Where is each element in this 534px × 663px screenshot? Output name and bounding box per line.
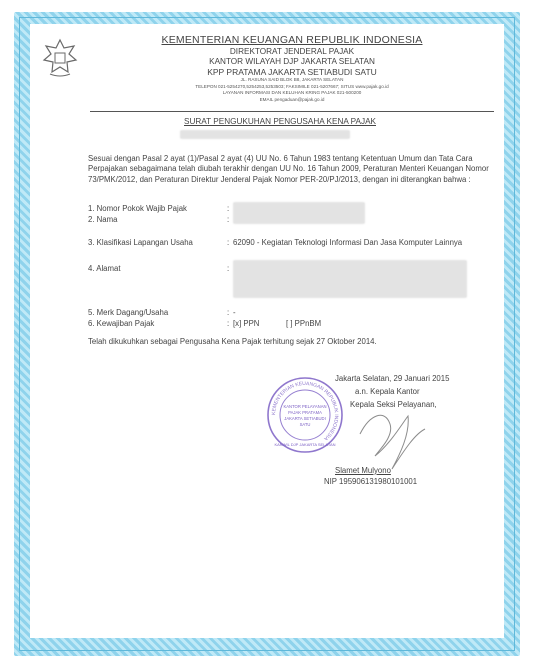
letterhead — [90, 34, 494, 103]
document-title: SURAT PENGUKUHAN PENGUSAHA KENA PAJAK — [184, 117, 376, 126]
field-trademark-label: 5. Merk Dagang/Usaha — [88, 308, 169, 317]
field-name-label: 2. Nama — [88, 215, 118, 224]
signature-place-date: Jakarta Selatan, 29 Januari 2015 — [335, 374, 450, 383]
field-npwp-label: 1. Nomor Pokok Wajib Pajak — [88, 204, 187, 213]
field-address-label: 4. Alamat — [88, 264, 121, 273]
regional-office-name: KANTOR WILAYAH DJP JAKARTA SELATAN — [209, 57, 375, 66]
field-klu-value: 62090 - Kegiatan Teknologi Informasi Dan Jasa Komputer Lainnya — [233, 238, 463, 247]
field-klu-label: 3. Klasifikasi Lapangan Usaha — [88, 238, 193, 247]
redacted-npwp-and-name — [233, 202, 365, 224]
intro-paragraph: Sesuai dengan Pasal 2 ayat (1)/Pasal 2 ayat (4) UU No. 6 Tahun 1983 tentang Ketentuan Umum dan Tata Cara Perpajakan sebagaimana telah diubah terakhir dengan UU No. 16 Tahun 2009, Peraturan Menteri Keuangan Nomor 73/PMK/2012, dan Peraturan Direktur Jenderal Pajak Nomor PER-20/PJ/2013, dengan ini diterangkan bahwa : — [88, 154, 489, 184]
redacted-document-number — [180, 130, 350, 139]
field-name-colon: : — [227, 215, 230, 224]
signature-position: Kepala Seksi Pelayanan, — [350, 400, 437, 409]
signature-on-behalf: a.n. Kepala Kantor — [355, 387, 420, 396]
garuda-emblem-icon — [42, 38, 78, 78]
office-email: EMAIL pengaduan@pajak.go.id — [259, 96, 325, 102]
confirmation-text: Telah dikukuhkan sebagai Pengusaha Kena Pajak terhitung sejak 27 Oktober 2014. — [88, 337, 377, 346]
office-info: LAYANAN INFORMASI DAN KELUHAN KRING PAJAK 021-500200 — [222, 90, 362, 95]
field-tax-obligation-colon: : — [227, 319, 230, 328]
header-divider — [90, 111, 494, 112]
field-trademark-value: - — [233, 308, 236, 317]
stamp-ring-text: KEMENTERIAN KEUANGAN REPUBLIK INDONESIA — [270, 380, 340, 442]
signatory-name: Slamet Mulyono — [335, 466, 391, 475]
field-address-colon: : — [227, 264, 230, 273]
ministry-name: KEMENTERIAN KEUANGAN REPUBLIK INDONESIA — [161, 34, 423, 46]
field-trademark-colon: : — [227, 308, 230, 317]
field-npwp-colon: : — [227, 204, 230, 213]
office-phone: TELEPON 021-5254270,5254253,5253503; FAKSIMILE 021-5207667; SITUS www.pajak.go.id — [195, 83, 389, 89]
stamp-bottom-text: KANWIL DJP JAKARTA SELATAN — [274, 442, 336, 447]
checkbox-ppnbm: [ ] PPnBM — [286, 319, 322, 328]
signatory-nip: NIP 195906131980101001 — [324, 477, 418, 486]
checkbox-ppn: [x] PPN — [233, 319, 260, 328]
stamp-line-4: SATU — [299, 422, 311, 427]
certificate-page — [30, 24, 504, 638]
tax-office-name: KPP PRATAMA JAKARTA SETIABUDI SATU — [207, 67, 377, 77]
stamp-line-1: KANTOR PELAYANAN — [283, 404, 327, 409]
office-address: JL. RASUNA SAID BLOK B8, JAKARTA SELATAN — [240, 77, 344, 82]
field-klu-colon: : — [227, 238, 230, 247]
field-tax-obligation-label: 6. Kewajiban Pajak — [88, 319, 155, 328]
redacted-address — [233, 260, 467, 298]
stamp-line-3: JAKARTA SETIABUDI — [284, 416, 326, 421]
directorate-name: DIREKTORAT JENDERAL PAJAK — [229, 47, 355, 56]
stamp-line-2: PAJAK PRATAMA — [288, 410, 322, 415]
